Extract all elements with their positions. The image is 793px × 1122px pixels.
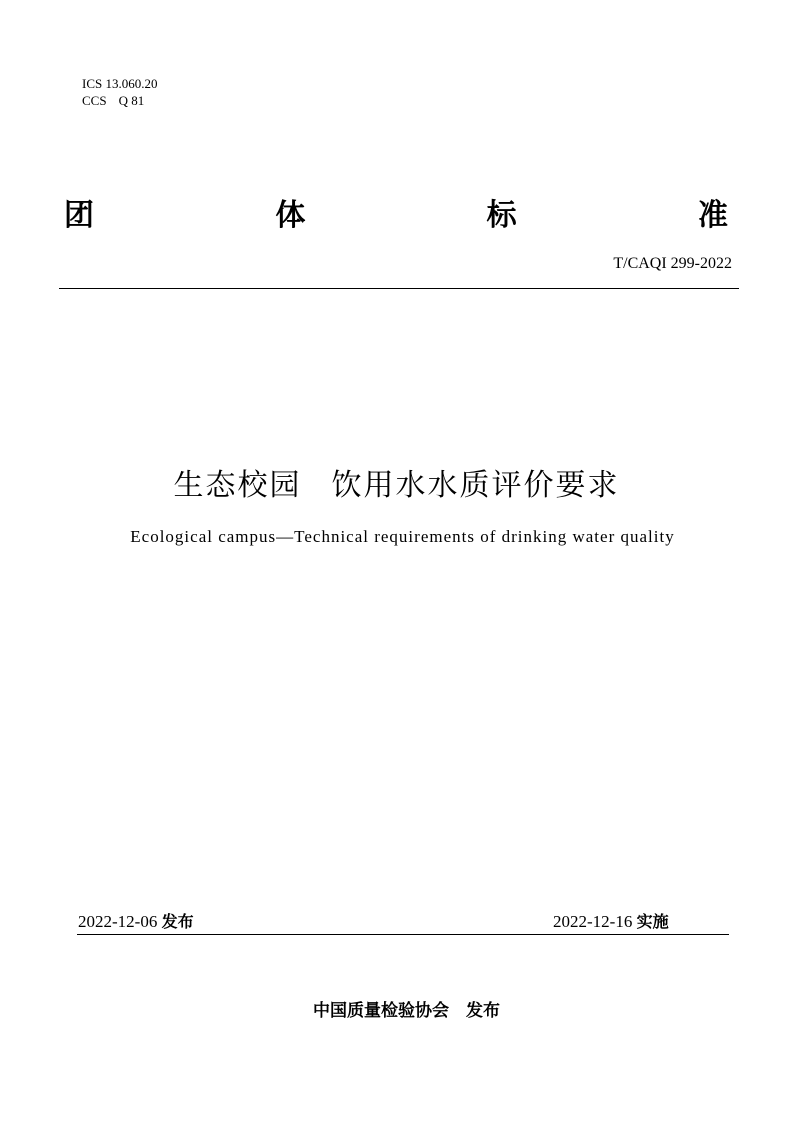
title-cn-part1: 生态校园	[173, 468, 302, 503]
header-divider	[59, 288, 739, 289]
implement-date: 2022-12-16	[553, 912, 633, 931]
ccs-value: Q 81	[118, 93, 145, 108]
issue-label: 发布	[161, 912, 194, 931]
standard-type-char: 标	[486, 198, 517, 233]
standard-type-char: 准	[697, 198, 728, 233]
footer-divider	[77, 934, 729, 935]
implement-label: 实施	[636, 912, 669, 931]
publisher-name: 中国质量检验协会	[313, 1001, 449, 1021]
standard-type-char: 体	[275, 198, 306, 233]
ccs-code	[82, 93, 144, 109]
publisher-line	[0, 996, 793, 1021]
implement-date-line	[553, 909, 669, 932]
issue-date-line	[78, 909, 194, 932]
standard-number: T/CAQI 299-2022	[613, 255, 732, 272]
title-chinese	[0, 460, 793, 504]
ics-code: ICS 13.060.20	[82, 76, 158, 91]
title-english: Ecological campus—Technical requirements of drinking water quality	[130, 527, 675, 546]
standard-type-char: 团	[64, 198, 94, 233]
standard-type-heading	[64, 188, 728, 236]
publisher-label: 发布	[466, 1001, 500, 1021]
title-cn-part2: 饮用水水质评价要求	[331, 468, 620, 503]
issue-date: 2022-12-06	[78, 912, 158, 931]
ccs-prefix: CCS	[82, 93, 107, 108]
